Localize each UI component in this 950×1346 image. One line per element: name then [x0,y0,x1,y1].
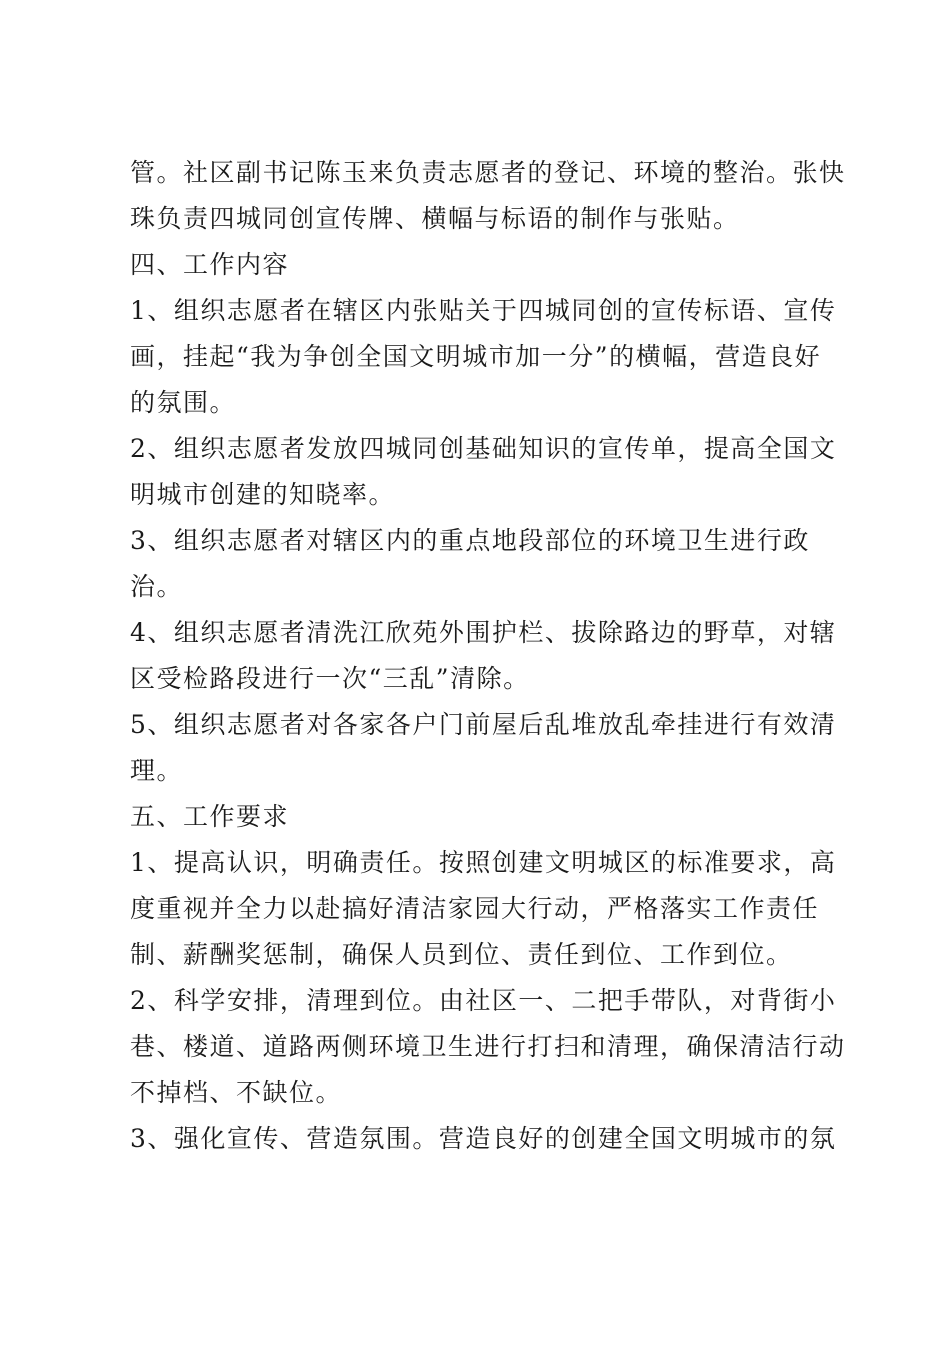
text-line: 区受检路段进行一次“三乱”清除。 [130,664,530,693]
text-line: 不掉档、不缺位。 [130,1078,343,1107]
text-line: 理。 [130,756,184,785]
text-line: 治。 [130,572,184,601]
text-line: 管。社区副书记陈玉来负责志愿者的登记、环境的整治。张快 [130,158,846,187]
text-line: 的氛围。 [130,388,237,417]
text-line: 2、组织志愿者发放四城同创基础知识的宣传单，提高全国文 [130,434,837,463]
text-line: 巷、楼道、道路两侧环境卫生进行打扫和清理，确保清洁行动 [130,1032,846,1061]
text-line: 制、薪酬奖惩制，确保人员到位、责任到位、工作到位。 [130,940,793,969]
text-line: 2、科学安排，清理到位。由社区一、二把手带队，对背街小 [130,986,837,1015]
text-line: 5、组织志愿者对各家各户门前屋后乱堆放乱牵挂进行有效清 [130,710,837,739]
text-line: 1、组织志愿者在辖区内张贴关于四城同创的宣传标语、宣传 [130,296,837,325]
text-line: 1、提高认识，明确责任。按照创建文明城区的标准要求，高 [130,848,837,877]
text-line: 3、强化宣传、营造氛围。营造良好的创建全国文明城市的氛 [130,1124,837,1153]
text-line: 明城市创建的知晓率。 [130,480,396,509]
text-line: 3、组织志愿者对辖区内的重点地段部位的环境卫生进行政 [130,526,810,555]
section-heading: 四、工作内容 [130,250,290,279]
text-line: 珠负责四城同创宣传牌、横幅与标语的制作与张贴。 [130,204,740,233]
section-heading: 五、工作要求 [130,802,290,831]
text-line: 画，挂起“我为争创全国文明城市加一分”的横幅，营造良好 [130,342,822,371]
text-line: 4、组织志愿者清洗江欣苑外围护栏、拔除路边的野草，对辖 [130,618,837,647]
text-line: 度重视并全力以赴搞好清洁家园大行动，严格落实工作责任 [130,894,820,923]
document-body [130,150,846,1162]
